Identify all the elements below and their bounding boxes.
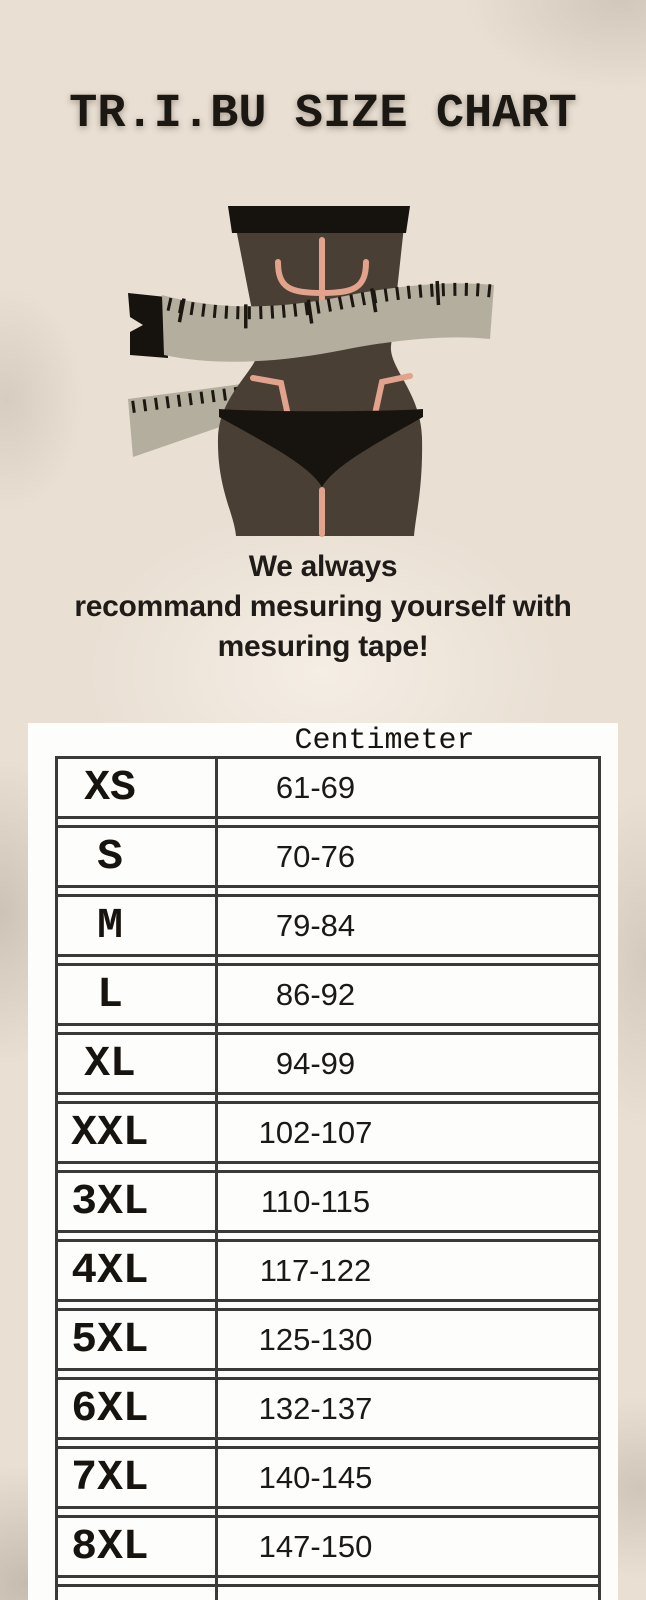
cm-cell: 102-107: [258, 1114, 373, 1150]
table-row: [55, 825, 601, 888]
note-line: recommand mesuring yourself with: [74, 590, 572, 623]
cm-cell: 70-76: [275, 838, 356, 874]
tape-end: [128, 293, 168, 358]
cm-cell: 61-69: [275, 769, 356, 805]
size-cell: XS: [84, 763, 136, 812]
cm-cell: 110-115: [260, 1183, 371, 1219]
cm-cell: 140-145: [258, 1459, 373, 1495]
table-row: [55, 1584, 601, 1600]
table-border-left: [55, 756, 58, 1600]
size-cell: S: [97, 832, 123, 881]
size-cell: 6XL: [71, 1384, 149, 1433]
note-line: We always: [248, 550, 398, 583]
cm-cell: 86-92: [275, 976, 356, 1012]
size-cell: XXL: [71, 1108, 149, 1157]
measuring-note: [0, 547, 646, 667]
cm-cell: 147-150: [258, 1528, 373, 1564]
table-row: [55, 1170, 601, 1233]
table-row: [55, 1032, 601, 1095]
table-row: [55, 894, 601, 957]
size-cell: 7XL: [71, 1453, 149, 1502]
table-row: [55, 1377, 601, 1440]
cm-cell: 79-84: [275, 907, 356, 943]
size-cell: 5XL: [71, 1315, 149, 1364]
size-cell: 8XL: [71, 1522, 149, 1571]
size-cell: 4XL: [71, 1246, 149, 1295]
size-chart-panel: [28, 723, 618, 1600]
table-row: [55, 1239, 601, 1302]
centimeter-column-header: Centimeter: [294, 724, 475, 758]
waist-measurement-illustration: [120, 198, 500, 538]
waist-band: [228, 206, 410, 233]
table-row: [55, 1515, 601, 1578]
table-row: [55, 1308, 601, 1371]
cm-cell: 125-130: [258, 1321, 373, 1357]
size-cell: XL: [84, 1039, 136, 1088]
table-row: [55, 1446, 601, 1509]
size-cell: 3XL: [71, 1177, 149, 1226]
cm-cell: 132-137: [258, 1390, 373, 1426]
cm-cell: 94-99: [275, 1045, 356, 1081]
note-line: mesuring tape!: [217, 630, 429, 663]
table-row: [55, 1101, 601, 1164]
cm-cell: 117-122: [259, 1252, 372, 1288]
table-column-divider: [215, 756, 218, 1600]
page-title: TR.I.BU SIZE CHART: [69, 88, 577, 141]
table-row: [55, 756, 601, 819]
table-row: [55, 963, 601, 1026]
table-border-right: [598, 756, 601, 1600]
size-cell: M: [97, 901, 123, 950]
size-cell: L: [97, 970, 123, 1019]
body-silhouette: [218, 206, 423, 536]
size-table: [55, 756, 601, 1600]
